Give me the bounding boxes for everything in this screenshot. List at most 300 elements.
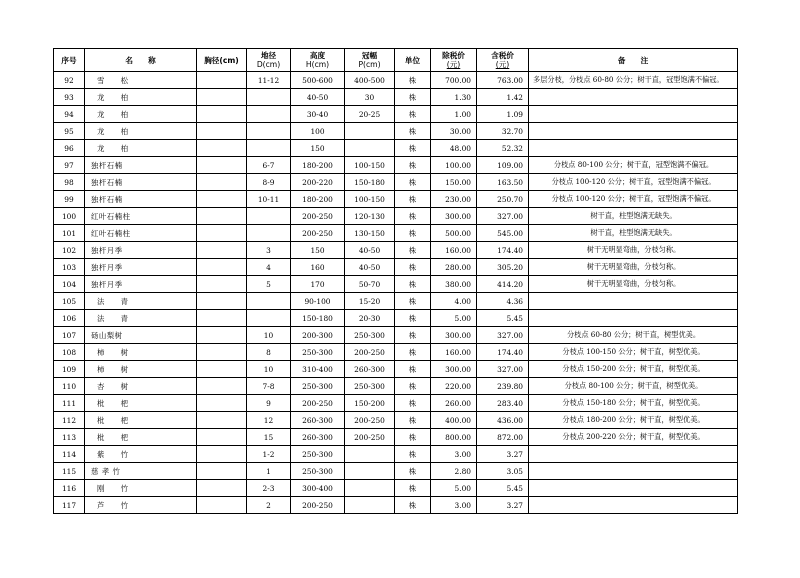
cell-seq: 113 <box>54 429 85 446</box>
header-price-ex-tax-line2: (元) <box>446 60 461 69</box>
cell-crown <box>345 497 395 514</box>
cell-height: 90-100 <box>291 293 345 310</box>
header-crown-line1: 冠幅 <box>361 51 378 60</box>
cell-price-inc-tax: 174.40 <box>477 242 529 259</box>
cell-price-ex-tax: 48.00 <box>431 140 477 157</box>
header-row <box>54 49 738 72</box>
table-row <box>54 429 738 446</box>
cell-crown: 150-180 <box>345 174 395 191</box>
cell-crown <box>345 480 395 497</box>
cell-remarks <box>529 463 738 480</box>
cell-seq: 116 <box>54 480 85 497</box>
cell-height: 250-300 <box>291 463 345 480</box>
cell-name: 红叶石楠柱 <box>85 208 197 225</box>
cell-unit: 株 <box>395 242 431 259</box>
cell-height: 100 <box>291 123 345 140</box>
header-ground-diameter <box>247 49 291 72</box>
cell-price-inc-tax: 414.20 <box>477 276 529 293</box>
cell-ground-diameter <box>247 225 291 242</box>
table-row <box>54 106 738 123</box>
cell-remarks: 分枝点 80-100 公分；树干直，树型优美。 <box>529 378 738 395</box>
cell-seq: 107 <box>54 327 85 344</box>
cell-remarks <box>529 480 738 497</box>
cell-name: 独杆石楠 <box>85 174 197 191</box>
cell-ground-diameter: 2-3 <box>247 480 291 497</box>
cell-crown: 100-150 <box>345 191 395 208</box>
cell-price-inc-tax: 305.20 <box>477 259 529 276</box>
cell-name: 芦 竹 <box>85 497 197 514</box>
cell-price-inc-tax: 5.45 <box>477 310 529 327</box>
cell-price-inc-tax: 327.00 <box>477 361 529 378</box>
cell-ground-diameter: 8-9 <box>247 174 291 191</box>
cell-price-ex-tax: 300.00 <box>431 208 477 225</box>
cell-ground-diameter <box>247 293 291 310</box>
cell-price-ex-tax: 160.00 <box>431 344 477 361</box>
cell-ground-diameter <box>247 208 291 225</box>
cell-crown: 120-130 <box>345 208 395 225</box>
cell-price-ex-tax: 380.00 <box>431 276 477 293</box>
header-price-ex-tax <box>431 49 477 72</box>
cell-name: 独杆石楠 <box>85 157 197 174</box>
cell-remarks <box>529 123 738 140</box>
cell-seq: 101 <box>54 225 85 242</box>
cell-crown: 100-150 <box>345 157 395 174</box>
cell-dbh <box>197 497 247 514</box>
cell-price-ex-tax: 1.00 <box>431 106 477 123</box>
cell-height: 300-400 <box>291 480 345 497</box>
cell-unit: 株 <box>395 480 431 497</box>
cell-ground-diameter: 5 <box>247 276 291 293</box>
cell-dbh <box>197 259 247 276</box>
cell-seq: 95 <box>54 123 85 140</box>
cell-name: 枇 杷 <box>85 412 197 429</box>
cell-dbh <box>197 208 247 225</box>
cell-ground-diameter: 10 <box>247 361 291 378</box>
cell-remarks <box>529 293 738 310</box>
table-row <box>54 480 738 497</box>
cell-unit: 株 <box>395 412 431 429</box>
cell-crown: 130-150 <box>345 225 395 242</box>
cell-seq: 104 <box>54 276 85 293</box>
cell-price-inc-tax: 109.00 <box>477 157 529 174</box>
table-row <box>54 344 738 361</box>
cell-name: 杏 树 <box>85 378 197 395</box>
cell-crown: 400-500 <box>345 72 395 89</box>
cell-unit: 株 <box>395 463 431 480</box>
cell-height: 180-200 <box>291 157 345 174</box>
cell-seq: 103 <box>54 259 85 276</box>
cell-name: 龙 柏 <box>85 123 197 140</box>
cell-remarks: 分枝点 80-100 公分；树干直，冠型饱满不偏冠。 <box>529 157 738 174</box>
table-row <box>54 497 738 514</box>
cell-ground-diameter: 11-12 <box>247 72 291 89</box>
cell-ground-diameter: 8 <box>247 344 291 361</box>
cell-height: 160 <box>291 259 345 276</box>
cell-crown: 150-200 <box>345 395 395 412</box>
cell-name: 慈 孝 竹 <box>85 463 197 480</box>
cell-height: 30-40 <box>291 106 345 123</box>
cell-unit: 株 <box>395 361 431 378</box>
cell-price-inc-tax: 283.40 <box>477 395 529 412</box>
table-row <box>54 191 738 208</box>
cell-ground-diameter: 10 <box>247 327 291 344</box>
cell-name: 红叶石楠柱 <box>85 225 197 242</box>
cell-height: 150 <box>291 140 345 157</box>
cell-price-ex-tax: 260.00 <box>431 395 477 412</box>
cell-seq: 94 <box>54 106 85 123</box>
cell-unit: 株 <box>395 208 431 225</box>
cell-seq: 117 <box>54 497 85 514</box>
cell-crown: 200-250 <box>345 344 395 361</box>
cell-remarks: 树干直，柱型饱满无缺失。 <box>529 208 738 225</box>
cell-remarks: 多层分枝，分枝点 60-80 公分；树干直，冠型饱满不偏冠。 <box>529 72 738 89</box>
cell-remarks <box>529 497 738 514</box>
cell-height: 500-600 <box>291 72 345 89</box>
cell-ground-diameter <box>247 106 291 123</box>
cell-crown: 50-70 <box>345 276 395 293</box>
cell-remarks: 树干直，柱型饱满无缺失。 <box>529 225 738 242</box>
cell-seq: 96 <box>54 140 85 157</box>
cell-price-inc-tax: 3.27 <box>477 497 529 514</box>
header-remarks: 备 注 <box>529 49 738 72</box>
cell-name: 龙 柏 <box>85 89 197 106</box>
table-row <box>54 174 738 191</box>
cell-price-inc-tax: 327.00 <box>477 327 529 344</box>
cell-crown <box>345 140 395 157</box>
cell-name: 法 青 <box>85 310 197 327</box>
cell-crown <box>345 463 395 480</box>
cell-seq: 97 <box>54 157 85 174</box>
price-list-sheet <box>53 48 737 514</box>
table-row <box>54 463 738 480</box>
cell-height: 200-250 <box>291 497 345 514</box>
cell-seq: 106 <box>54 310 85 327</box>
cell-price-ex-tax: 4.00 <box>431 293 477 310</box>
cell-dbh <box>197 174 247 191</box>
cell-price-inc-tax: 1.42 <box>477 89 529 106</box>
cell-unit: 株 <box>395 378 431 395</box>
header-ground-diameter-line1: 地径 <box>260 51 277 60</box>
cell-remarks: 树干无明显弯曲，分枝匀称。 <box>529 242 738 259</box>
table-row <box>54 276 738 293</box>
header-seq: 序号 <box>54 49 85 72</box>
header-crown <box>345 49 395 72</box>
cell-height: 150-180 <box>291 310 345 327</box>
cell-unit: 株 <box>395 89 431 106</box>
cell-height: 200-250 <box>291 225 345 242</box>
cell-price-inc-tax: 763.00 <box>477 72 529 89</box>
cell-name: 独杆石楠 <box>85 191 197 208</box>
cell-price-ex-tax: 30.00 <box>431 123 477 140</box>
header-price-inc-tax-line2: (元) <box>495 60 510 69</box>
cell-height: 40-50 <box>291 89 345 106</box>
cell-name: 柿 树 <box>85 344 197 361</box>
cell-price-ex-tax: 700.00 <box>431 72 477 89</box>
cell-remarks <box>529 140 738 157</box>
cell-height: 310-400 <box>291 361 345 378</box>
cell-height: 180-200 <box>291 191 345 208</box>
cell-price-inc-tax: 52.32 <box>477 140 529 157</box>
cell-remarks <box>529 446 738 463</box>
cell-name: 刚 竹 <box>85 480 197 497</box>
cell-dbh <box>197 191 247 208</box>
cell-seq: 102 <box>54 242 85 259</box>
cell-ground-diameter <box>247 123 291 140</box>
cell-price-ex-tax: 150.00 <box>431 174 477 191</box>
table-row <box>54 259 738 276</box>
cell-unit: 株 <box>395 106 431 123</box>
cell-unit: 株 <box>395 310 431 327</box>
cell-dbh <box>197 378 247 395</box>
cell-crown: 200-250 <box>345 412 395 429</box>
table-row <box>54 310 738 327</box>
header-name: 名 称 <box>85 49 197 72</box>
cell-height: 200-300 <box>291 327 345 344</box>
cell-dbh <box>197 72 247 89</box>
cell-crown: 200-250 <box>345 429 395 446</box>
cell-ground-diameter: 2 <box>247 497 291 514</box>
cell-price-ex-tax: 5.00 <box>431 480 477 497</box>
cell-remarks: 树干无明显弯曲，分枝匀称。 <box>529 276 738 293</box>
cell-price-ex-tax: 280.00 <box>431 259 477 276</box>
cell-height: 200-220 <box>291 174 345 191</box>
cell-dbh <box>197 225 247 242</box>
cell-seq: 105 <box>54 293 85 310</box>
cell-price-ex-tax: 230.00 <box>431 191 477 208</box>
table-row <box>54 446 738 463</box>
cell-unit: 株 <box>395 293 431 310</box>
cell-seq: 108 <box>54 344 85 361</box>
cell-ground-diameter <box>247 310 291 327</box>
cell-unit: 株 <box>395 157 431 174</box>
table-row <box>54 72 738 89</box>
cell-ground-diameter: 12 <box>247 412 291 429</box>
cell-name: 紫 竹 <box>85 446 197 463</box>
cell-price-ex-tax: 300.00 <box>431 361 477 378</box>
cell-height: 150 <box>291 242 345 259</box>
cell-unit: 株 <box>395 140 431 157</box>
cell-dbh <box>197 480 247 497</box>
cell-ground-diameter: 4 <box>247 259 291 276</box>
cell-dbh <box>197 157 247 174</box>
cell-unit: 株 <box>395 72 431 89</box>
table-body <box>54 72 738 514</box>
header-ground-diameter-line2: D(cm) <box>256 60 281 69</box>
cell-unit: 株 <box>395 191 431 208</box>
cell-ground-diameter: 1 <box>247 463 291 480</box>
cell-ground-diameter: 1-2 <box>247 446 291 463</box>
cell-dbh <box>197 463 247 480</box>
cell-crown: 20-30 <box>345 310 395 327</box>
cell-remarks <box>529 310 738 327</box>
cell-price-ex-tax: 3.00 <box>431 497 477 514</box>
cell-remarks: 树干无明显弯曲，分枝匀称。 <box>529 259 738 276</box>
table-row <box>54 140 738 157</box>
cell-remarks <box>529 106 738 123</box>
cell-unit: 株 <box>395 259 431 276</box>
cell-price-ex-tax: 400.00 <box>431 412 477 429</box>
cell-unit: 株 <box>395 225 431 242</box>
cell-height: 260-300 <box>291 412 345 429</box>
cell-unit: 株 <box>395 446 431 463</box>
cell-ground-diameter: 9 <box>247 395 291 412</box>
cell-crown: 260-300 <box>345 361 395 378</box>
cell-price-inc-tax: 872.00 <box>477 429 529 446</box>
cell-price-ex-tax: 3.00 <box>431 446 477 463</box>
cell-price-inc-tax: 545.00 <box>477 225 529 242</box>
cell-remarks: 分枝点 100-120 公分；树干直，冠型饱满不偏冠。 <box>529 191 738 208</box>
cell-seq: 114 <box>54 446 85 463</box>
cell-name: 枇 杷 <box>85 395 197 412</box>
cell-dbh <box>197 310 247 327</box>
cell-price-ex-tax: 160.00 <box>431 242 477 259</box>
cell-unit: 株 <box>395 276 431 293</box>
cell-ground-diameter: 10-11 <box>247 191 291 208</box>
cell-name: 独杆月季 <box>85 276 197 293</box>
cell-height: 170 <box>291 276 345 293</box>
cell-price-inc-tax: 1.09 <box>477 106 529 123</box>
cell-seq: 110 <box>54 378 85 395</box>
cell-unit: 株 <box>395 327 431 344</box>
cell-dbh <box>197 293 247 310</box>
cell-price-inc-tax: 436.00 <box>477 412 529 429</box>
cell-price-inc-tax: 5.45 <box>477 480 529 497</box>
cell-seq: 112 <box>54 412 85 429</box>
cell-price-inc-tax: 3.05 <box>477 463 529 480</box>
cell-dbh <box>197 276 247 293</box>
cell-dbh <box>197 123 247 140</box>
cell-price-ex-tax: 800.00 <box>431 429 477 446</box>
cell-dbh <box>197 429 247 446</box>
table-row <box>54 242 738 259</box>
cell-remarks: 分枝点 100-120 公分；树干直，冠型饱满不偏冠。 <box>529 174 738 191</box>
cell-unit: 株 <box>395 429 431 446</box>
cell-dbh <box>197 140 247 157</box>
cell-crown: 40-50 <box>345 259 395 276</box>
cell-price-ex-tax: 500.00 <box>431 225 477 242</box>
cell-seq: 115 <box>54 463 85 480</box>
cell-seq: 92 <box>54 72 85 89</box>
cell-ground-diameter: 15 <box>247 429 291 446</box>
table-row <box>54 293 738 310</box>
cell-unit: 株 <box>395 174 431 191</box>
table-row <box>54 157 738 174</box>
table-row <box>54 89 738 106</box>
cell-price-inc-tax: 239.80 <box>477 378 529 395</box>
cell-unit: 株 <box>395 497 431 514</box>
header-height-line2: H(cm) <box>305 60 330 69</box>
cell-dbh <box>197 106 247 123</box>
cell-name: 砀山梨树 <box>85 327 197 344</box>
cell-ground-diameter <box>247 89 291 106</box>
cell-crown: 20-25 <box>345 106 395 123</box>
cell-price-ex-tax: 2.80 <box>431 463 477 480</box>
cell-height: 250-300 <box>291 378 345 395</box>
cell-name: 龙 柏 <box>85 140 197 157</box>
cell-price-inc-tax: 3.27 <box>477 446 529 463</box>
header-unit: 单位 <box>395 49 431 72</box>
header-height-line1: 高度 <box>309 51 326 60</box>
cell-height: 260-300 <box>291 429 345 446</box>
cell-dbh <box>197 89 247 106</box>
cell-price-ex-tax: 1.30 <box>431 89 477 106</box>
cell-crown: 250-300 <box>345 378 395 395</box>
cell-price-inc-tax: 163.50 <box>477 174 529 191</box>
header-price-ex-tax-line1: 除税价 <box>442 51 465 60</box>
cell-remarks: 分枝点 200-220 公分；树干直，树型优美。 <box>529 429 738 446</box>
cell-price-ex-tax: 220.00 <box>431 378 477 395</box>
table-row <box>54 361 738 378</box>
cell-price-inc-tax: 32.70 <box>477 123 529 140</box>
table-row <box>54 123 738 140</box>
cell-seq: 100 <box>54 208 85 225</box>
cell-ground-diameter: 7-8 <box>247 378 291 395</box>
cell-seq: 99 <box>54 191 85 208</box>
cell-price-inc-tax: 327.00 <box>477 208 529 225</box>
cell-height: 250-300 <box>291 344 345 361</box>
cell-seq: 98 <box>54 174 85 191</box>
cell-crown <box>345 123 395 140</box>
cell-unit: 株 <box>395 395 431 412</box>
cell-name: 枇 杷 <box>85 429 197 446</box>
table-row <box>54 378 738 395</box>
cell-seq: 109 <box>54 361 85 378</box>
cell-dbh <box>197 395 247 412</box>
cell-remarks: 分枝点 150-180 公分；树干直，树型优美。 <box>529 395 738 412</box>
cell-crown <box>345 446 395 463</box>
cell-height: 200-250 <box>291 208 345 225</box>
cell-height: 200-250 <box>291 395 345 412</box>
cell-name: 雪 松 <box>85 72 197 89</box>
cell-seq: 111 <box>54 395 85 412</box>
cell-height: 250-300 <box>291 446 345 463</box>
cell-ground-diameter: 6-7 <box>247 157 291 174</box>
cell-price-ex-tax: 100.00 <box>431 157 477 174</box>
cell-unit: 株 <box>395 344 431 361</box>
cell-name: 龙 柏 <box>85 106 197 123</box>
cell-dbh <box>197 242 247 259</box>
cell-remarks: 分枝点 180-200 公分；树干直，树型优美。 <box>529 412 738 429</box>
table-row <box>54 412 738 429</box>
cell-crown: 250-300 <box>345 327 395 344</box>
cell-price-inc-tax: 4.36 <box>477 293 529 310</box>
cell-price-ex-tax: 300.00 <box>431 327 477 344</box>
table-row <box>54 208 738 225</box>
header-height <box>291 49 345 72</box>
cell-name: 法 青 <box>85 293 197 310</box>
nursery-price-table <box>53 48 738 514</box>
header-dbh: 胸径(cm) <box>197 49 247 72</box>
cell-dbh <box>197 361 247 378</box>
table-row <box>54 225 738 242</box>
cell-price-inc-tax: 250.70 <box>477 191 529 208</box>
cell-remarks: 分枝点 150-200 公分；树干直，树型优美。 <box>529 361 738 378</box>
table-row <box>54 327 738 344</box>
cell-name: 柿 树 <box>85 361 197 378</box>
cell-seq: 93 <box>54 89 85 106</box>
cell-ground-diameter <box>247 140 291 157</box>
cell-crown: 30 <box>345 89 395 106</box>
cell-dbh <box>197 344 247 361</box>
cell-name: 独杆月季 <box>85 242 197 259</box>
header-price-inc-tax <box>477 49 529 72</box>
cell-dbh <box>197 327 247 344</box>
cell-name: 独杆月季 <box>85 259 197 276</box>
header-crown-line2: P(cm) <box>358 60 381 69</box>
cell-remarks: 分枝点 60-80 公分；树干直，树型优美。 <box>529 327 738 344</box>
cell-ground-diameter: 3 <box>247 242 291 259</box>
cell-unit: 株 <box>395 123 431 140</box>
